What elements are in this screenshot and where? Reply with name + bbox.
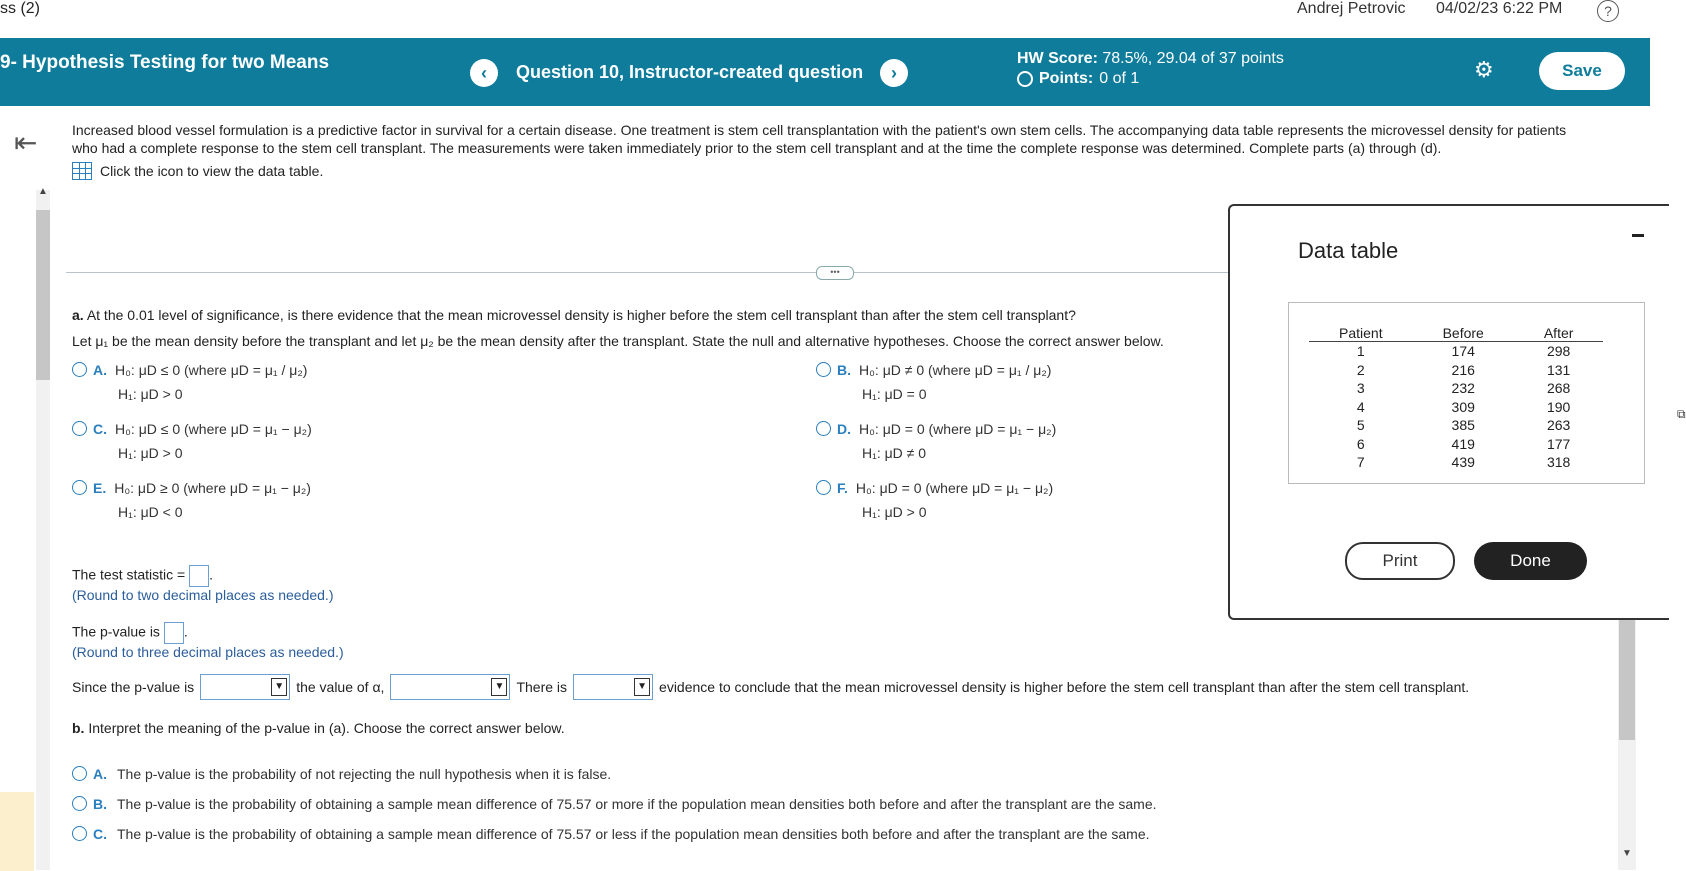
data-table-link-text: Click the icon to view the data table. xyxy=(100,163,324,179)
cell: 419 xyxy=(1451,435,1475,452)
option-h1: H₁: μD ≠ 0 xyxy=(862,445,927,461)
option-letter: C. xyxy=(93,826,107,842)
question-header xyxy=(0,38,1650,106)
radio-button[interactable] xyxy=(816,362,831,377)
radio-button[interactable] xyxy=(816,480,831,495)
option-h1: H₁: μD < 0 xyxy=(118,504,183,520)
option-e[interactable] xyxy=(72,476,311,524)
gear-icon[interactable]: ⚙ xyxy=(1474,57,1494,82)
data-table-modal xyxy=(1228,204,1686,620)
popout-icon[interactable]: ⧉ xyxy=(1677,407,1686,421)
table-row xyxy=(1309,453,1603,472)
cell: 5 xyxy=(1356,417,1365,433)
radio-button[interactable] xyxy=(816,421,831,436)
part-b-option-a[interactable] xyxy=(72,766,611,782)
data-table-grid xyxy=(1309,325,1603,472)
user-name: Andrej Petrovic xyxy=(1297,0,1406,17)
collapse-panel-icon[interactable]: ⇤ xyxy=(14,127,38,158)
cell: 3 xyxy=(1356,380,1365,396)
scroll-down-icon[interactable]: ▼ xyxy=(1622,848,1632,859)
option-f[interactable] xyxy=(816,476,1053,524)
radio-button[interactable] xyxy=(72,796,87,811)
test-statistic-input[interactable] xyxy=(189,565,209,587)
left-scrollbar-thumb[interactable] xyxy=(36,210,50,380)
option-a[interactable] xyxy=(72,358,307,406)
part-a-question xyxy=(72,307,1076,323)
option-h1: H₁: μD > 0 xyxy=(862,504,927,520)
part-a-label: a. xyxy=(72,307,84,323)
cell: 177 xyxy=(1546,435,1571,452)
radio-button[interactable] xyxy=(72,362,87,377)
cell: 4 xyxy=(1356,398,1365,415)
points-value: 0 of 1 xyxy=(1099,70,1140,87)
table-row xyxy=(1309,435,1603,454)
test-statistic-label: The test statistic = xyxy=(72,566,186,583)
next-question-button[interactable]: › xyxy=(880,59,908,87)
option-letter: F. xyxy=(837,480,848,496)
part-b-text: Interpret the meaning of the p-value in (a). Choose the correct answer below. xyxy=(88,720,565,736)
datetime: 04/02/23 6:22 PM xyxy=(1436,0,1563,17)
column-header-after: After xyxy=(1514,325,1604,342)
scroll-up-icon[interactable]: ▲ xyxy=(38,186,48,197)
table-row xyxy=(1309,398,1603,417)
table-row xyxy=(1309,342,1603,361)
cell: 385 xyxy=(1451,417,1475,433)
cell: 6 xyxy=(1356,435,1365,452)
option-h0: H₀: μD = 0 (where μD = μ₁ − μ₂) xyxy=(855,480,1054,496)
evidence-dropdown[interactable] xyxy=(573,674,653,700)
option-letter: B. xyxy=(837,362,851,378)
right-scrollbar-thumb[interactable] xyxy=(1619,610,1635,740)
table-row xyxy=(1309,361,1603,380)
chevron-down-icon[interactable]: ▼ xyxy=(491,678,507,696)
option-h0: H₀: μD ≥ 0 (where μD = μ₁ − μ₂) xyxy=(114,480,311,496)
cell: 263 xyxy=(1546,417,1571,433)
minimize-icon[interactable] xyxy=(1632,234,1644,237)
table-row xyxy=(1309,379,1603,398)
cell: 174 xyxy=(1451,343,1475,359)
cell: 216 xyxy=(1451,361,1475,378)
cell: 190 xyxy=(1546,398,1571,415)
option-text: The p-value is the probability of obtaining a sample mean difference of 75.57 or more if the population mean densities both before and after the transplant are the same. xyxy=(117,796,1157,812)
decision-dropdown[interactable] xyxy=(390,674,510,700)
radio-button[interactable] xyxy=(72,826,87,841)
test-statistic-row: The test statistic = . xyxy=(72,565,213,587)
chevron-down-icon[interactable]: ▼ xyxy=(634,678,650,696)
there-is-text: There is xyxy=(516,679,568,695)
conclusion-row xyxy=(72,674,1469,700)
option-h0: H₀: μD = 0 (where μD = μ₁ − μ₂) xyxy=(859,421,1057,437)
chevron-down-icon[interactable]: ▼ xyxy=(271,678,287,696)
column-header-patient: Patient xyxy=(1309,325,1413,342)
cell: 232 xyxy=(1451,380,1475,396)
option-h0: H₀: μD ≤ 0 (where μD = μ₁ − μ₂) xyxy=(115,421,312,437)
p-value-input[interactable] xyxy=(164,622,184,644)
cell: 131 xyxy=(1546,361,1571,378)
problem-intro: Increased blood vessel formulation is a predictive factor in survival for a certain disease. One treatment is stem cell transplantation with the patient's own stem cells. The accompanying data table represents the microvessel density for patients who had a complete response to the stem cell transplant. The measurements were taken immediately prior to the stem cell transplant and at the time the complete response was determined. Complete parts (a) through (d). xyxy=(72,122,1567,156)
hw-score xyxy=(1017,50,1284,68)
cell: 268 xyxy=(1546,380,1571,396)
option-text: The p-value is the probability of not rejecting the null hypothesis when it is false. xyxy=(117,766,612,782)
points xyxy=(1017,70,1139,88)
option-h1: H₁: μD > 0 xyxy=(118,386,183,402)
part-b-option-c[interactable] xyxy=(72,826,1150,842)
cell: 7 xyxy=(1356,454,1365,470)
p-value-row: The p-value is . xyxy=(72,622,188,644)
test-statistic-note: (Round to two decimal places as needed.) xyxy=(72,587,334,603)
part-a-instruction: Let μ₁ be the mean density before the transplant and let μ₂ be the mean density after the transplant. State the null and alternative hypotheses. Choose the correct answer below. xyxy=(72,333,1164,349)
option-c[interactable] xyxy=(72,417,312,465)
part-b-option-b[interactable] xyxy=(72,796,1157,812)
question-title: Question 10, Instructor-created question xyxy=(516,62,864,82)
side-highlight xyxy=(0,792,34,871)
conclusion-text: evidence to conclude that the mean microvessel density is higher before the stem cell transplant than after the stem cell transplant. xyxy=(659,679,1470,695)
part-b-question xyxy=(72,720,565,736)
part-a-text: At the 0.01 level of significance, is there evidence that the mean microvessel density is higher before the stem cell transplant than after the stem cell transplant? xyxy=(86,307,1076,323)
expand-ellipsis-button[interactable]: ••• xyxy=(816,266,854,280)
divider xyxy=(66,272,1236,273)
since-text: Since the p-value is xyxy=(72,679,195,695)
tab-title: ss (2) xyxy=(0,0,40,17)
p-value-label: The p-value is xyxy=(72,623,160,640)
p-value-note: (Round to three decimal places as needed.) xyxy=(72,644,344,660)
cell: 439 xyxy=(1451,454,1475,470)
points-circle-icon xyxy=(1017,71,1033,87)
modal-title: Data table xyxy=(1298,238,1399,263)
help-icon[interactable]: ? xyxy=(1597,0,1619,22)
option-h0: H₀: μD ≠ 0 (where μD = μ₁ / μ₂) xyxy=(859,362,1052,378)
done-button[interactable]: Done xyxy=(1474,542,1587,580)
option-text: The p-value is the probability of obtaining a sample mean difference of 75.57 or less if the population mean densities both before and after the transplant are the same. xyxy=(117,826,1150,842)
data-table-link[interactable] xyxy=(72,162,323,180)
cell: 2 xyxy=(1356,361,1365,378)
hw-score-value: 78.5%, 29.04 of 37 points xyxy=(1102,50,1284,67)
print-button[interactable]: Print xyxy=(1345,542,1455,580)
radio-button[interactable] xyxy=(72,421,87,436)
table-icon[interactable] xyxy=(72,162,92,180)
option-b[interactable] xyxy=(816,358,1051,406)
cell: 298 xyxy=(1546,343,1571,359)
browser-top-bar xyxy=(0,0,1669,38)
option-h1: H₁: μD = 0 xyxy=(862,386,927,402)
value-alpha-text: the value of α, xyxy=(296,679,385,695)
previous-question-button[interactable]: ‹ xyxy=(470,59,498,87)
option-letter: C. xyxy=(93,421,107,437)
points-label: Points: xyxy=(1039,70,1094,87)
radio-button[interactable] xyxy=(72,766,87,781)
option-letter: E. xyxy=(93,480,107,496)
save-button[interactable]: Save xyxy=(1539,52,1625,90)
data-table xyxy=(1288,302,1686,484)
cell: 1 xyxy=(1356,343,1365,359)
cell: 318 xyxy=(1546,454,1571,470)
option-letter: D. xyxy=(837,421,851,437)
part-b-label: b. xyxy=(72,720,85,736)
radio-button[interactable] xyxy=(72,480,87,495)
hw-score-label: HW Score: xyxy=(1017,50,1098,67)
option-h1: H₁: μD > 0 xyxy=(118,445,183,461)
option-d[interactable] xyxy=(816,417,1056,465)
option-h0: H₀: μD ≤ 0 (where μD = μ₁ / μ₂) xyxy=(115,362,308,378)
option-letter: A. xyxy=(93,766,107,782)
option-letter: A. xyxy=(93,362,107,378)
column-header-before: Before xyxy=(1413,325,1514,342)
chapter-title: 9- Hypothesis Testing for two Means xyxy=(0,52,330,73)
cell: 309 xyxy=(1451,398,1475,415)
comparison-dropdown[interactable] xyxy=(200,674,290,700)
table-row xyxy=(1309,416,1603,435)
option-letter: B. xyxy=(93,796,107,812)
